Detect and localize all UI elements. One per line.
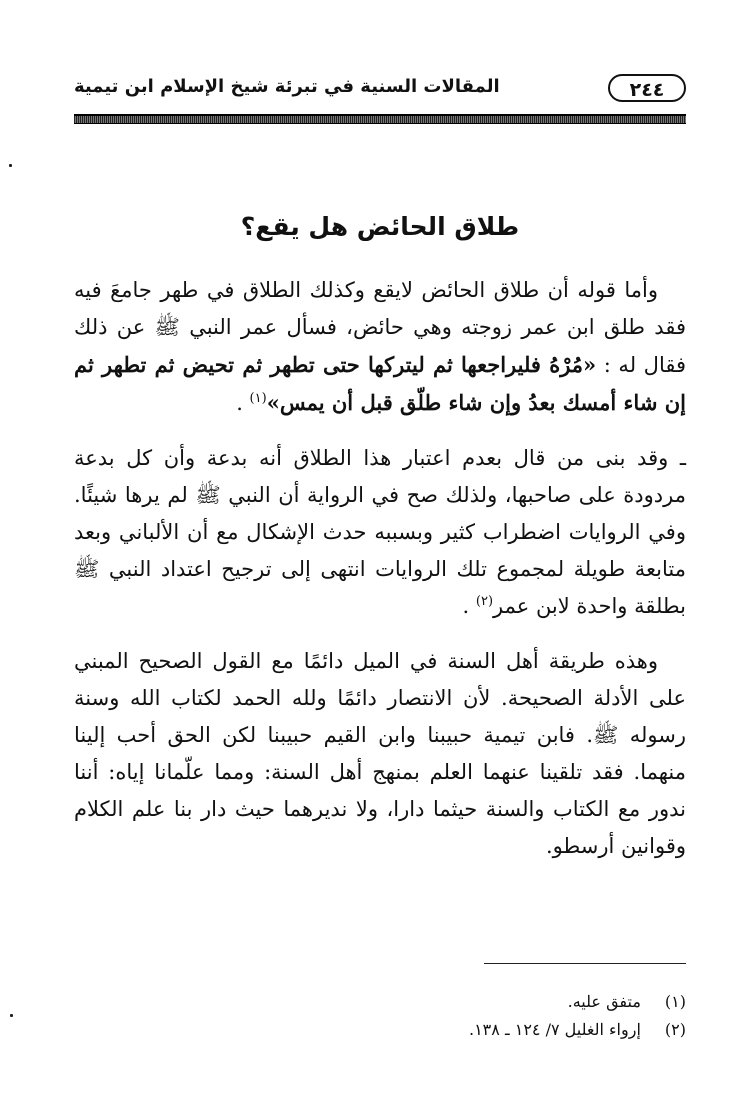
paragraph-1-intro: وأما قوله أن طلاق الحائض لايقع وكذلك الطلاق في طهر جامعَ فيه فقد طلق ابن عمر زوجته وهي حائض، فسأل عمر النبي ﷺ عن ذلك فقال له : <box>74 278 686 377</box>
paragraph-1 <box>74 272 686 422</box>
scan-speck <box>9 164 12 167</box>
page-number-badge: ٢٤٤ <box>608 74 686 102</box>
section-title: طلاق الحائض هل يقع؟ <box>240 212 520 241</box>
paragraph-1-end: . <box>236 391 250 415</box>
paragraph-2 <box>74 440 686 625</box>
paragraph-2-text: ـ وقد بنى من قال بعدم اعتبار هذا الطلاق أنه بدعة وأن كل بدعة مردودة على صاحبها، ولذلك صح في الرواية أن النبي ﷺ لم يرها شيئًا. وفي الروايات اضطراب كثير وبسببه حدث الإشكال مع أن الألباني وبعد متابعة طويلة لمجموع تلك الروايات انتهى إلى ترجيح اعتداد النبي ﷺ بطلقة واحدة لابن عمر <box>74 446 686 618</box>
footnote-2-number: (٢) <box>664 1020 686 1039</box>
footnote-2 <box>74 1016 686 1044</box>
paragraph-2-end: . <box>462 594 476 618</box>
body-text <box>74 272 686 883</box>
footnotes <box>74 988 686 1044</box>
paragraph-3 <box>74 643 686 865</box>
scan-speck <box>10 1014 13 1017</box>
paragraph-3-text: وهذه طريقة أهل السنة في الميل دائمًا مع القول الصحيح المبني على الأدلة الصحيحة. لأن الانتصار دائمًا ولله الحمد لكتاب الله وسنة رسوله ﷺ. فابن تيمية حبيبنا وابن القيم حبيبنا لكن الحق أحب إلينا منهما. فقد تلقينا عنهما العلم بمنهج أهل السنة: ومما علّمانا إياه: أننا ندور مع الكتاب والسنة حيثما دارا، ولا نديرهما حيث دار بنا علم الكلام وقوانين أرسطو. <box>74 649 686 858</box>
hadith-quote: «مُرْهُ فليراجعها ثم ليتركها حتى تطهر ثم تحيض ثم تطهر ثم إن شاء أمسك بعدُ وإن شاء طلّق قبل أن يمس» <box>74 352 686 415</box>
footnote-2-text: إرواء الغليل ٧/ ١٢٤ ـ ١٣٨. <box>468 1020 641 1039</box>
footnote-1-text: متفق عليه. <box>567 992 641 1011</box>
footnote-1-number: (١) <box>664 992 686 1011</box>
footnote-mark-2[interactable]: (٢) <box>475 594 494 609</box>
running-title: المقالات السنية في تبرئة شيخ الإسلام ابن تيمية <box>74 76 500 97</box>
header-rule <box>74 114 686 124</box>
footnote-mark-1[interactable]: (١) <box>249 391 267 406</box>
page-header <box>74 72 686 112</box>
footnote-1 <box>74 988 686 1016</box>
footnote-separator <box>484 963 686 964</box>
